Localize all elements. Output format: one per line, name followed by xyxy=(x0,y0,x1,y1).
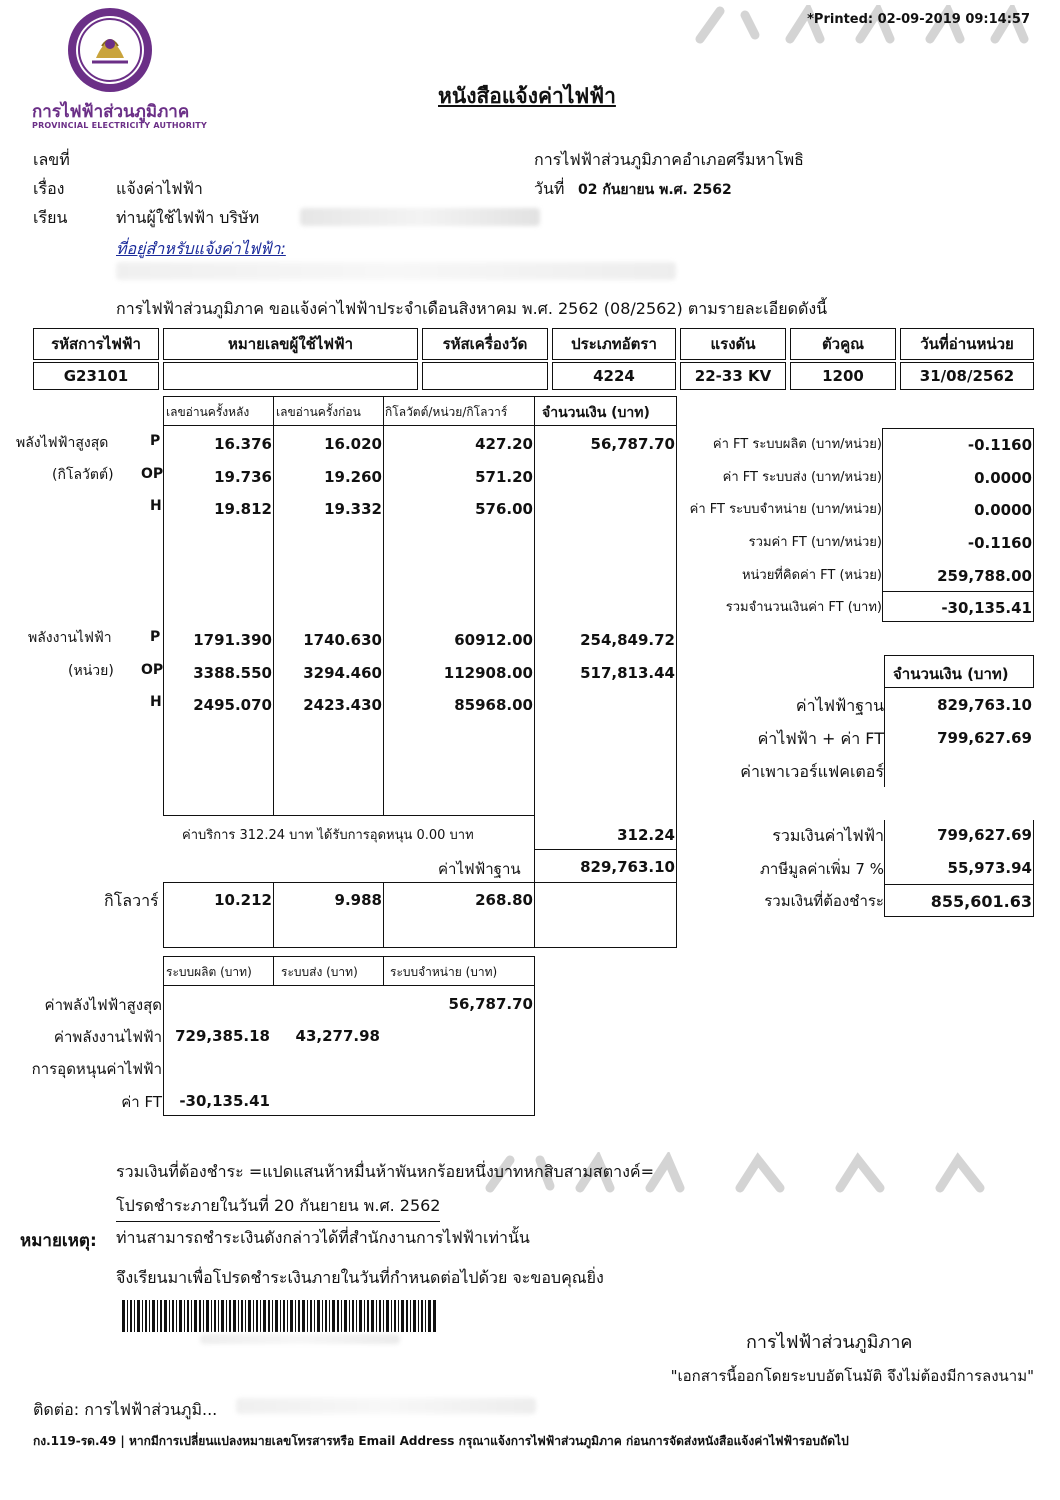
total-in-words: รวมเงินที่ต้องชำระ =แปดแสนห้าหมื่นห้าพันหกร้อยหนึ่งบาทหกสิบสามสตางค์= xyxy=(116,1162,654,1181)
energy-op-last: 3388.550 xyxy=(193,664,272,682)
breakdown-energy-trans: 43,277.98 xyxy=(295,1027,380,1045)
summary-vat-value: 55,973.94 xyxy=(947,859,1032,877)
info-header-pea-code: รหัสการไฟฟ้า xyxy=(33,328,159,360)
info-rate-type: 4224 xyxy=(552,362,676,390)
signature-org: การไฟฟ้าส่วนภูมิภาค xyxy=(746,1332,913,1353)
col-amount: จำนวนเงิน (บาท) xyxy=(542,405,650,421)
demand-h-prev: 19.332 xyxy=(324,500,382,518)
energy-h-last: 2495.070 xyxy=(193,696,272,714)
demand-period-p: P xyxy=(150,433,161,449)
service-charge-amount: 312.24 xyxy=(617,826,675,844)
energy-h-prev: 2423.430 xyxy=(303,696,382,714)
info-customer-no xyxy=(163,362,418,390)
form-note: กง.119-รด.49 | หากมีการเปลี่ยนแปลงหมายเลขโทรสารหรือ Email Address กรุณาแจ้งการไฟฟ้าส่วนภูมิภาค ก่อนการจัดส่งหนังสือแจ้งค่าไฟฟ้ารอบถัดไป xyxy=(33,1434,849,1448)
redacted-barcode-number xyxy=(200,1334,400,1344)
org-name-th: การไฟฟ้าส่วนภูมิภาค xyxy=(32,102,190,122)
info-voltage: 22-33 KV xyxy=(680,362,786,390)
to-label: เรียน xyxy=(33,208,68,227)
ft-trans-label: ค่า FT ระบบส่ง (บาท/หน่วย) xyxy=(722,470,882,485)
info-pea-code: G23101 xyxy=(33,362,159,390)
info-header-voltage: แรงดัน xyxy=(680,328,786,360)
breakdown-subsidy-label: การอุดหนุนค่าไฟฟ้า xyxy=(31,1060,162,1078)
document-title: หนังสือแจ้งค่าไฟฟ้า xyxy=(438,84,616,108)
ft-dist-label: ค่า FT ระบบจำหน่าย (บาท/หน่วย) xyxy=(689,502,882,517)
note-label: หมายเหตุ: xyxy=(20,1231,97,1251)
summary-vat-label: ภาษีมูลค่าเพิ่ม 7 % xyxy=(760,860,884,878)
ft-amount-label: รวมจำนวนเงินค่า FT (บาท) xyxy=(725,600,882,615)
recipient: ท่านผู้ใช้ไฟฟ้า บริษัท xyxy=(116,208,260,227)
energy-op-units: 112908.00 xyxy=(443,664,533,682)
address-label: ที่อยู่สำหรับแจ้งค่าไฟฟ้า: xyxy=(116,239,286,258)
demand-p-last: 16.376 xyxy=(214,435,272,453)
note-text: ท่านสามารถชำระเงินดังกล่าวได้ที่สำนักงานการไฟฟ้าเท่านั้น xyxy=(116,1228,530,1247)
summary-header: จำนวนเงิน (บาท) xyxy=(893,665,1009,683)
intro-text: การไฟฟ้าส่วนภูมิภาค ขอแจ้งค่าไฟฟ้าประจำเดือนสิงหาคม พ.ศ. 2562 (08/2562) ตามรายละเอียดดังนี้ xyxy=(116,299,828,318)
info-read-date: 31/08/2562 xyxy=(900,362,1034,390)
summary-total-label: รวมเงินค่าไฟฟ้า xyxy=(772,826,884,845)
ft-trans-value: 0.0000 xyxy=(974,469,1032,487)
col-units: กิโลวัตต์/หน่วย/กิโลวาร์ xyxy=(385,405,508,419)
col-prev-reading: เลขอ่านครั้งก่อน xyxy=(276,405,361,419)
no-label: เลขที่ xyxy=(33,150,70,169)
info-header-rate-type: ประเภทอัตรา xyxy=(552,328,676,360)
service-charge-text: ค่าบริการ 312.24 บาท ได้รับการอุดหนุน 0.00 บาท xyxy=(182,828,474,843)
issue-date: 02 กันยายน พ.ศ. 2562 xyxy=(578,182,732,198)
summary-base-value: 829,763.10 xyxy=(937,696,1032,714)
ft-units-value: 259,788.00 xyxy=(937,567,1032,585)
breakdown-col-trans: ระบบส่ง (บาท) xyxy=(281,965,358,979)
base-charge-label: ค่าไฟฟ้าฐาน xyxy=(438,860,521,878)
kvar-last: 10.212 xyxy=(214,891,272,909)
energy-p-amount: 254,849.72 xyxy=(580,631,675,649)
energy-p-last: 1791.390 xyxy=(193,631,272,649)
energy-period-op: OP xyxy=(141,662,164,678)
summary-grand-value: 855,601.63 xyxy=(930,892,1032,911)
breakdown-col-dist: ระบบจำหน่าย (บาท) xyxy=(390,965,498,979)
energy-p-prev: 1740.630 xyxy=(303,631,382,649)
info-header-customer-no: หมายเลขผู้ใช้ไฟฟ้า xyxy=(163,328,418,360)
ft-units-label: หน่วยที่คิดค่า FT (หน่วย) xyxy=(741,568,882,583)
closing-text: จึงเรียนมาเพื่อโปรดชำระเงินภายในวันที่กำหนดต่อไปด้วย จะขอบคุณยิ่ง xyxy=(116,1268,604,1287)
breakdown-col-gen: ระบบผลิต (บาท) xyxy=(166,965,252,979)
energy-op-prev: 3294.460 xyxy=(303,664,382,682)
info-multiplier: 1200 xyxy=(790,362,896,390)
base-charge-amount: 829,763.10 xyxy=(580,858,675,876)
info-meter-code xyxy=(422,362,548,390)
demand-period-h: H xyxy=(150,498,162,514)
contact-text: ติดต่อ: การไฟฟ้าส่วนภูมิ... xyxy=(33,1400,218,1419)
demand-p-units: 427.20 xyxy=(475,435,533,453)
office-name: การไฟฟ้าส่วนภูมิภาคอำเภอศรีมหาโพธิ xyxy=(534,150,804,169)
demand-period-op: OP xyxy=(141,466,164,482)
ft-total-rate-value: -0.1160 xyxy=(967,534,1032,552)
ft-dist-value: 0.0000 xyxy=(974,501,1032,519)
barcode-icon xyxy=(122,1300,436,1332)
demand-op-units: 571.20 xyxy=(475,468,533,486)
demand-label: พลังไฟฟ้าสูงสุด xyxy=(16,435,109,451)
demand-h-last: 19.812 xyxy=(214,500,272,518)
summary-base-label: ค่าไฟฟ้าฐาน xyxy=(795,696,884,715)
breakdown-demand-label: ค่าพลังไฟฟ้าสูงสุด xyxy=(44,996,162,1014)
summary-ft-value: 799,627.69 xyxy=(937,729,1032,747)
pea-emblem-logo xyxy=(66,6,154,94)
energy-period-p: P xyxy=(150,629,161,645)
ft-total-rate-label: รวมค่า FT (บาท/หน่วย) xyxy=(748,535,882,550)
demand-op-last: 19.736 xyxy=(214,468,272,486)
date-label: วันที่ xyxy=(534,179,565,198)
col-last-reading: เลขอ่านครั้งหลัง xyxy=(166,405,250,419)
ft-amount-value: -30,135.41 xyxy=(941,599,1032,617)
printed-timestamp: *Printed: 02-09-2019 09:14:57 xyxy=(807,12,1030,27)
redacted-recipient xyxy=(300,208,540,226)
info-header-read-date: วันที่อ่านหน่วย xyxy=(900,328,1034,360)
redacted-contact xyxy=(236,1398,536,1414)
energy-op-amount: 517,813.44 xyxy=(580,664,675,682)
info-header-meter-code: รหัสเครื่องวัด xyxy=(422,328,548,360)
subject-label: เรื่อง xyxy=(33,179,65,198)
demand-op-prev: 19.260 xyxy=(324,468,382,486)
energy-label: พลังงานไฟฟ้า xyxy=(28,630,112,646)
energy-unit-label: (หน่วย) xyxy=(68,663,114,679)
redacted-address xyxy=(116,262,676,280)
demand-p-amount: 56,787.70 xyxy=(590,435,675,453)
summary-ft-label: ค่าไฟฟ้า + ค่า FT xyxy=(757,729,884,748)
summary-total-value: 799,627.69 xyxy=(937,826,1032,844)
energy-h-units: 85968.00 xyxy=(454,696,533,714)
due-date: โปรดชำระภายในวันที่ 20 กันยายน พ.ศ. 2562 xyxy=(116,1194,440,1222)
demand-h-units: 576.00 xyxy=(475,500,533,518)
ft-gen-value: -0.1160 xyxy=(967,436,1032,454)
breakdown-energy-gen: 729,385.18 xyxy=(175,1027,270,1045)
energy-period-h: H xyxy=(150,694,162,710)
summary-pf-label: ค่าเพาเวอร์แฟคเตอร์ xyxy=(740,762,884,781)
energy-p-units: 60912.00 xyxy=(454,631,533,649)
info-header-multiplier: ตัวคูณ xyxy=(790,328,896,360)
kvar-units: 268.80 xyxy=(475,891,533,909)
breakdown-demand-dist: 56,787.70 xyxy=(448,995,533,1013)
breakdown-ft-label: ค่า FT xyxy=(121,1093,162,1111)
breakdown-energy-label: ค่าพลังงานไฟฟ้า xyxy=(53,1028,162,1046)
demand-p-prev: 16.020 xyxy=(324,435,382,453)
ft-gen-label: ค่า FT ระบบผลิต (บาท/หน่วย) xyxy=(712,437,882,452)
subject-text: แจ้งค่าไฟฟ้า xyxy=(116,179,203,198)
summary-grand-label: รวมเงินที่ต้องชำระ xyxy=(764,892,884,910)
auto-generated-note: "เอกสารนี้ออกโดยระบบอัตโนมัติ จึงไม่ต้องมีการลงนาม" xyxy=(670,1367,1034,1385)
breakdown-ft-gen: -30,135.41 xyxy=(179,1092,270,1110)
demand-unit-label: (กิโลวัตต์) xyxy=(52,467,114,483)
kvar-label: กิโลวาร์ xyxy=(104,891,159,910)
org-name-en: PROVINCIAL ELECTRICITY AUTHORITY xyxy=(32,121,207,130)
kvar-prev: 9.988 xyxy=(334,891,382,909)
